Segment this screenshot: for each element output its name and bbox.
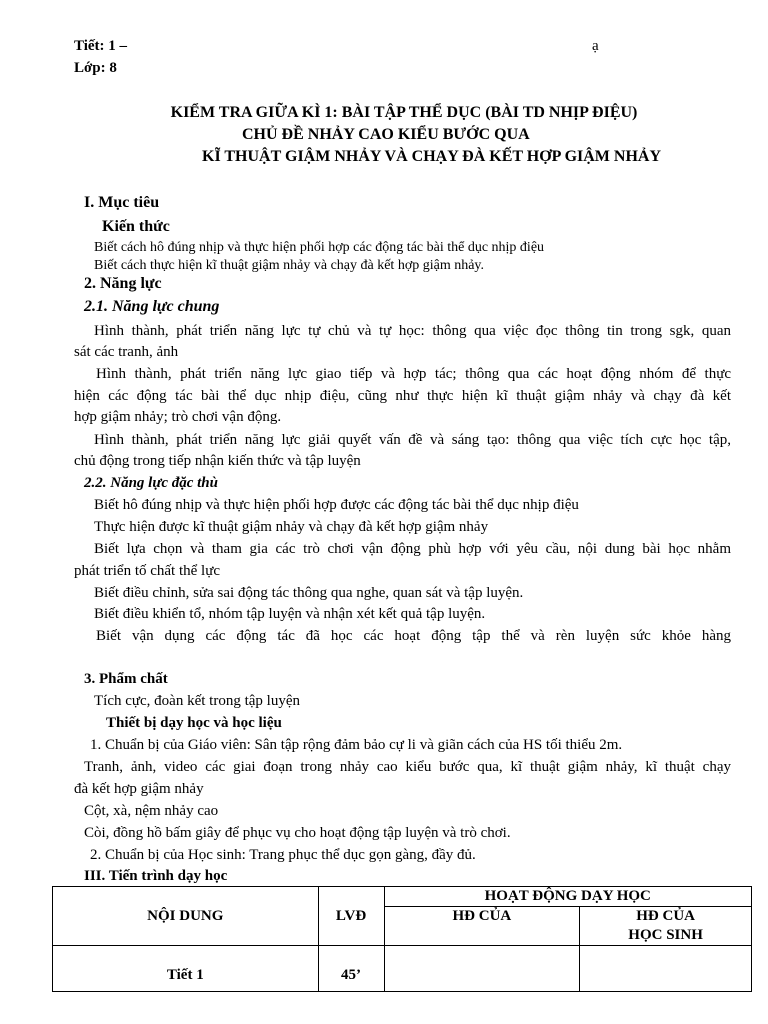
paragraph-line: hiện các động tác bài thể dục nhịp điệu, cũng như thực hiện kĩ thuật giậm nhảy và chạy đà kết [74, 388, 731, 404]
kien-thuc-line: Biết cách thực hiện kĩ thuật giậm nhảy và chạy đà kết hợp giậm nhảy. [94, 258, 485, 273]
paragraph-line: Biết điều chỉnh, sửa sai động tác thông qua nghe, quan sát và tập luyện. [94, 585, 524, 601]
row-tiet-1: Tiết 1 [53, 946, 319, 992]
header-hd-cua-hs-line1: HĐ CỦA [636, 908, 695, 924]
sub-title: KĨ THUẬT GIẬM NHẢY VÀ CHẠY ĐÀ KẾT HỢP GIẬM NHẢY [202, 148, 661, 165]
header-hd-cua-hs [580, 907, 752, 946]
paragraph-line: đà kết hợp giậm nhảy [74, 781, 204, 797]
kien-thuc-heading: Kiến thức [102, 218, 170, 235]
corner-character: ạ [592, 38, 599, 54]
section-2-1-heading: 2.1. Năng lực chung [84, 298, 220, 315]
lop-label: Lớp: 8 [74, 60, 117, 76]
paragraph-line: Tích cực, đoàn kết trong tập luyện [94, 693, 300, 709]
paragraph-line: Hình thành, phát triển năng lực tự chủ và tự học: thông qua việc đọc thông tin trong sgk, quan [94, 323, 731, 339]
section-iii-heading: III. Tiến trình dạy học [84, 868, 228, 884]
header-lvd: LVĐ [318, 887, 384, 946]
paragraph-line: Biết hô đúng nhịp và thực hiện phối hợp được các động tác bài thể dục nhịp điệu [94, 497, 579, 513]
paragraph-line: Hình thành, phát triển năng lực giao tiếp và hợp tác; thông qua các hoạt động nhóm để thực [96, 366, 731, 382]
header-hoat-dong: HOẠT ĐỘNG DẠY HỌC [384, 887, 751, 907]
topic-title: CHỦ ĐỀ NHẢY CAO KIỂU BƯỚC QUA [242, 126, 530, 143]
row-hd-hs-cell [580, 946, 752, 992]
main-title: KIỂM TRA GIỮA KÌ 1: BÀI TẬP THỂ DỤC (BÀI TD NHỊP ĐIỆU) [170, 104, 638, 121]
paragraph-line: Biết lựa chọn và tham gia các trò chơi vận động phù hợp với yêu cầu, nội dung bài học nhằm [94, 541, 731, 557]
section-2-heading: 2. Năng lực [84, 275, 162, 292]
paragraph-line: sát các tranh, ảnh [74, 344, 179, 360]
section-2-2-heading: 2.2. Năng lực đặc thù [84, 475, 218, 491]
row-lvd-value: 45’ [318, 946, 384, 992]
tiet-label: Tiết: 1 – [74, 38, 128, 54]
paragraph-line: chủ động trong tiếp nhận kiến thức và tập luyện [74, 453, 361, 469]
header-hd-cua-gv: HĐ CỦA [384, 907, 580, 946]
table-row [53, 946, 752, 992]
row-hd-gv-cell [384, 946, 580, 992]
paragraph-line: hợp giậm nhảy; trò chơi vận động. [74, 409, 282, 425]
section-3-heading: 3. Phẩm chất [84, 671, 168, 687]
lesson-plan-table [52, 886, 752, 992]
paragraph-line: Tranh, ảnh, video các giai đoạn trong nhảy cao kiểu bước qua, kĩ thuật giậm nhảy, kĩ thuật chạy [84, 759, 731, 775]
section-i-heading: I. Mục tiêu [84, 194, 160, 211]
paragraph-line: phát triển tố chất thể lực [74, 563, 220, 579]
paragraph-line: Cột, xà, nệm nhảy cao [84, 803, 219, 819]
header-hoc-sinh-line2: HỌC SINH [628, 927, 703, 943]
table-header-row [53, 887, 752, 907]
paragraph-line: Còi, đồng hồ bấm giây để phục vụ cho hoạt động tập luyện và trò chơi. [84, 825, 511, 841]
equipment-heading: Thiết bị dạy học và học liệu [106, 715, 282, 731]
paragraph-line: 1. Chuẩn bị của Giáo viên: Sân tập rộng đảm bảo cự li và giãn cách của HS tối thiểu 2m. [90, 737, 623, 753]
paragraph-line: 2. Chuẩn bị của Học sinh: Trang phục thể dục gọn gàng, đầy đủ. [90, 847, 476, 863]
paragraph-line: Biết điều khiển tổ, nhóm tập luyện và nhận xét kết quả tập luyện. [94, 606, 486, 622]
header-noi-dung: NỘI DUNG [53, 887, 319, 946]
paragraph-line: Biết vận dụng các động tác đã học các hoạt động tập thể và rèn luyện sức khỏe hàng [96, 628, 731, 644]
paragraph-line: Hình thành, phát triển năng lực giải quyết vấn đề và sáng tạo: thông qua việc tích cực học tập, [94, 432, 731, 448]
paragraph-line: Thực hiện được kĩ thuật giậm nhảy và chạy đà kết hợp giậm nhảy [94, 519, 489, 535]
kien-thuc-line: Biết cách hô đúng nhịp và thực hiện phối hợp các động tác bài thể dục nhịp điệu [94, 240, 545, 255]
